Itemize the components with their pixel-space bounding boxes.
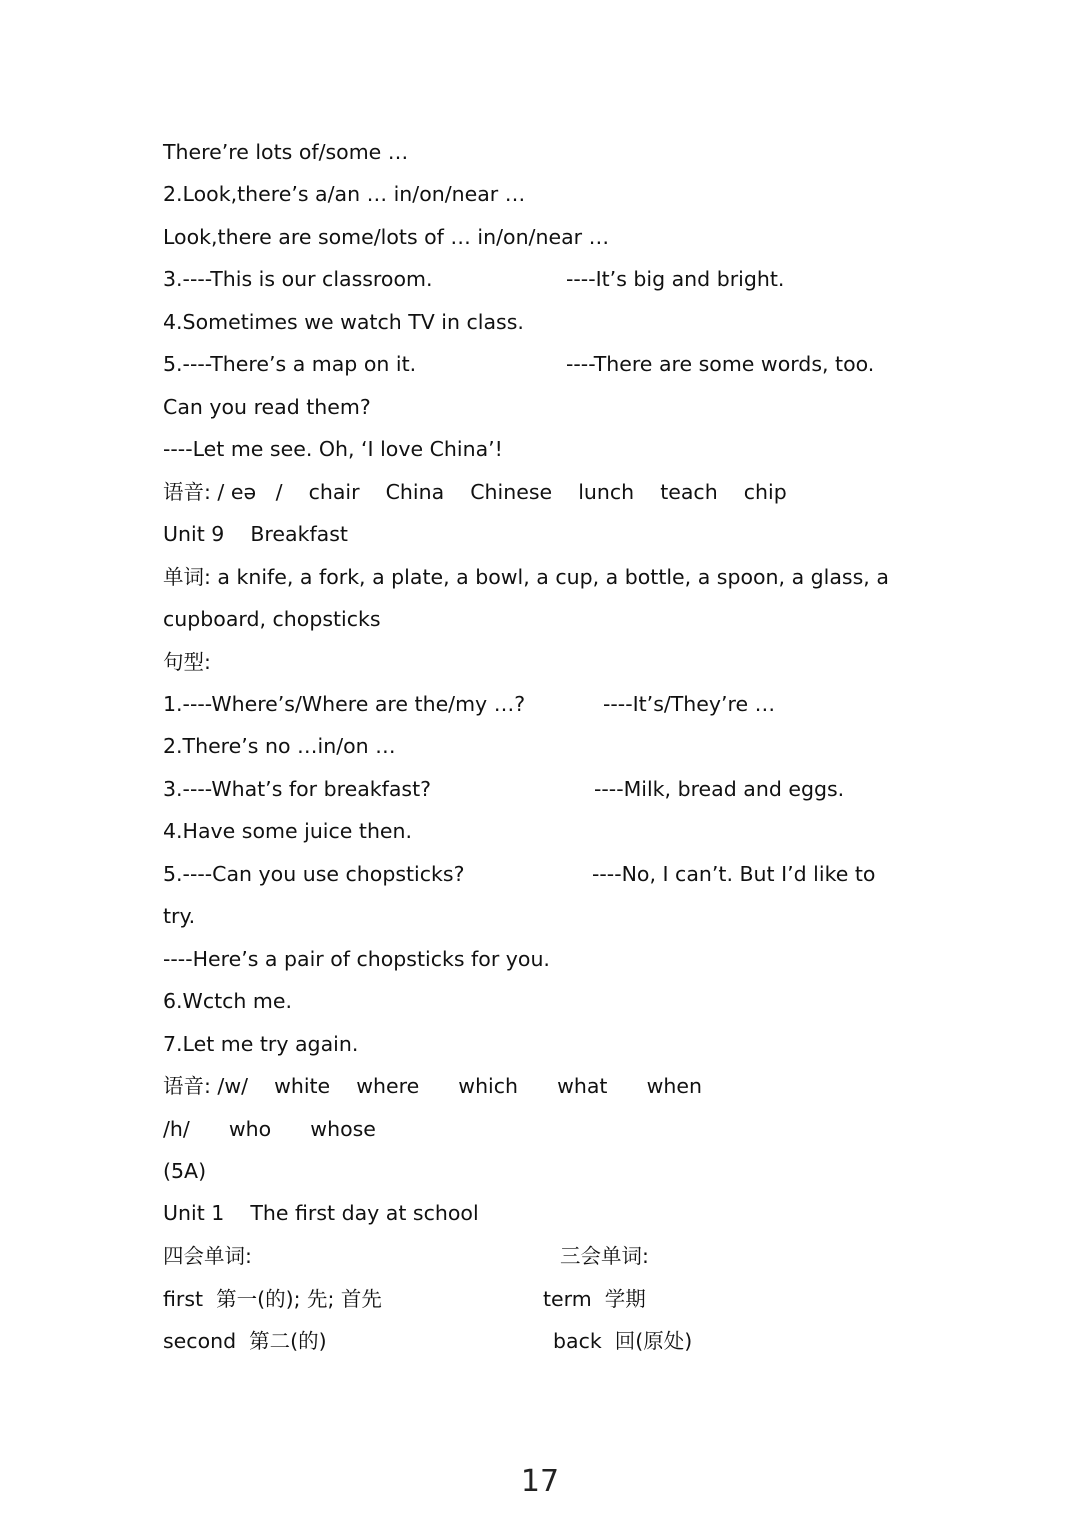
vocabulary-entry: second 第二(的) bbox=[163, 1329, 327, 1353]
dialog-line-left: 5.----There’s a map on it. bbox=[163, 352, 417, 376]
dialog-line-right: ----It’s big and bright. bbox=[566, 267, 785, 291]
phonics-line: 语音: / eə / chair China Chinese lunch teach chip bbox=[163, 480, 787, 504]
text-line: 2.There’s no …in/on … bbox=[163, 734, 396, 758]
section-label: 句型: bbox=[163, 650, 211, 674]
unit-heading: Unit 9 Breakfast bbox=[163, 522, 348, 546]
vocabulary-line: 单词: a knife, a fork, a plate, a bowl, a cup, a bottle, a spoon, a glass, a bbox=[163, 565, 889, 589]
text-line: ----Here’s a pair of chopsticks for you. bbox=[163, 947, 550, 971]
vocabulary-heading-right: 三会单词: bbox=[560, 1244, 649, 1268]
vocabulary-entry: term 学期 bbox=[543, 1287, 646, 1311]
vocabulary-line: cupboard, chopsticks bbox=[163, 607, 381, 631]
dialog-line-left: 5.----Can you use chopsticks? bbox=[163, 862, 465, 886]
text-line: ----Let me see. Oh, ‘I love China’! bbox=[163, 437, 503, 461]
dialog-line-left: 1.----Where’s/Where are the/my …? bbox=[163, 692, 526, 716]
unit-heading: Unit 1 The first day at school bbox=[163, 1201, 479, 1225]
section-label: (5A) bbox=[163, 1159, 207, 1183]
dialog-line-left: 3.----This is our classroom. bbox=[163, 267, 433, 291]
dialog-line-right: ----There are some words, too. bbox=[566, 352, 875, 376]
text-line: 4.Sometimes we watch TV in class. bbox=[163, 310, 524, 334]
text-line: Look,there are some/lots of … in/on/near … bbox=[163, 225, 610, 249]
text-line: 6.Wctch me. bbox=[163, 989, 293, 1013]
dialog-line-right: ----No, I can’t. But I’d like to bbox=[592, 862, 876, 886]
text-line: 4.Have some juice then. bbox=[163, 819, 413, 843]
text-line: 7.Let me try again. bbox=[163, 1032, 359, 1056]
vocabulary-entry: first 第一(的); 先; 首先 bbox=[163, 1287, 382, 1311]
text-line: Can you read them? bbox=[163, 395, 371, 419]
dialog-line-right: ----Milk, bread and eggs. bbox=[594, 777, 845, 801]
page-number: 17 bbox=[520, 1464, 560, 1499]
dialog-line-right: ----It’s/They’re … bbox=[603, 692, 776, 716]
phonics-line: 语音: /w/ white where which what when bbox=[163, 1074, 702, 1098]
vocabulary-heading-left: 四会单词: bbox=[163, 1244, 252, 1268]
text-line: 2.Look,there’s a/an … in/on/near … bbox=[163, 182, 526, 206]
dialog-line-left: 3.----What’s for breakfast? bbox=[163, 777, 432, 801]
text-line: There’re lots of/some … bbox=[163, 140, 409, 164]
phonics-line: /h/ who whose bbox=[163, 1117, 376, 1141]
vocabulary-entry: back 回(原处) bbox=[553, 1329, 693, 1353]
text-line: try. bbox=[163, 904, 196, 928]
